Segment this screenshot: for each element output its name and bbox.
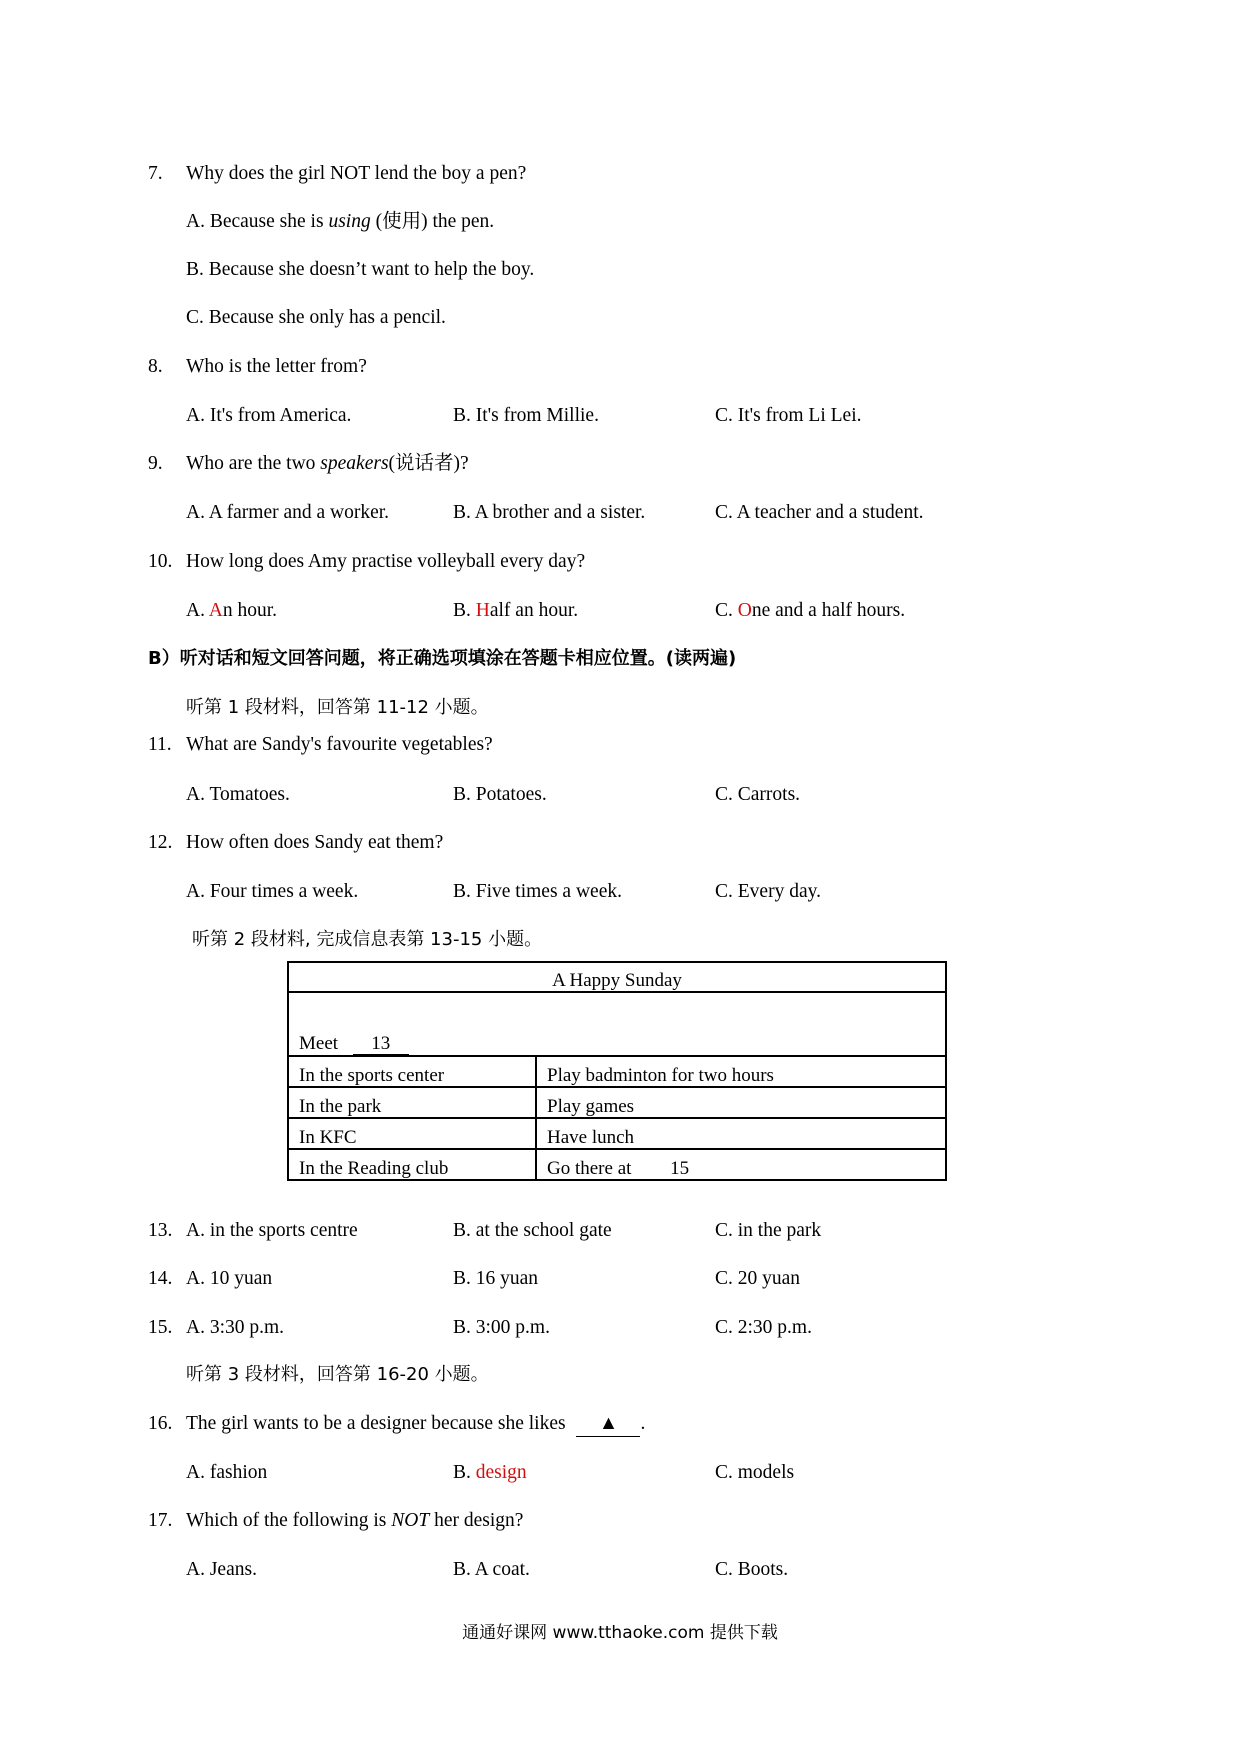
question-number: 9. <box>148 453 163 474</box>
info-table <box>287 961 947 1181</box>
red-answer: design <box>475 1462 527 1483</box>
question-number: 17. <box>148 1510 173 1531</box>
option-a: A. in the sports centre <box>186 1220 358 1241</box>
option-c: C. Every day. <box>715 881 821 902</box>
option-c: C. 2:30 p.m. <box>715 1317 812 1338</box>
option-a: A. 10 yuan <box>186 1268 273 1289</box>
section-heading: B）听对话和短文回答问题，将正确选项填涂在答题卡相应位置。(读两遍) <box>148 648 737 669</box>
question-14-number: 14. <box>148 1268 173 1289</box>
emphasis-word: speakers <box>320 453 389 474</box>
emphasis-word: NOT <box>391 1510 430 1531</box>
part-instruction: 听第 2 段材料, 完成信息表第 13-15 小题。 <box>192 929 543 950</box>
option-c: C. 20 yuan <box>715 1268 801 1289</box>
question-stem: What are Sandy's favourite vegetables? <box>186 734 493 755</box>
red-letter: H <box>475 600 490 621</box>
option-c: C. A teacher and a student. <box>715 502 924 523</box>
part-instruction: 听第 1 段材料，回答第 11-12 小题。 <box>186 697 489 718</box>
emphasis-word: using <box>328 211 371 232</box>
question-number: 16. <box>148 1413 173 1434</box>
option-a: A. An hour. <box>186 600 278 621</box>
option-c: C. in the park <box>715 1220 822 1241</box>
blank-15: 15 <box>670 1158 690 1179</box>
answer-blank: ▲ <box>576 1412 640 1437</box>
page-footer: 通通好课网 www.tthaoke.com 提供下载 <box>462 1623 778 1643</box>
blank-13: 13 <box>353 1034 409 1055</box>
option-a: A. Because she is using (使用) the pen. <box>186 211 495 232</box>
question-number: 12. <box>148 832 173 853</box>
question-9 <box>148 452 1048 476</box>
option-a: A. It's from America. <box>186 405 352 426</box>
option-c: C. Boots. <box>715 1559 789 1580</box>
option-b: B. Because she doesn’t want to help the boy. <box>186 259 535 280</box>
question-stem: Which of the following is NOT her design? <box>186 1510 524 1531</box>
option-a: A. Tomatoes. <box>186 784 290 805</box>
question-17 <box>148 1509 1048 1533</box>
option-b: B. at the school gate <box>453 1220 612 1241</box>
option-b: B. Five times a week. <box>453 881 622 902</box>
question-8 <box>148 355 1048 379</box>
option-b: B. Potatoes. <box>453 784 547 805</box>
question-stem: Why does the girl NOT lend the boy a pen? <box>186 163 527 184</box>
table-row: In the Reading club Go there at 15 <box>288 1149 946 1180</box>
question-12 <box>148 831 1048 855</box>
question-15-number: 15. <box>148 1317 173 1338</box>
question-13-number: 13. <box>148 1220 173 1241</box>
option-b: B. 3:00 p.m. <box>453 1317 550 1338</box>
option-b: B. A brother and a sister. <box>453 502 646 523</box>
table-row: In the park Play games <box>288 1087 946 1118</box>
table-row: In the sports center Play badminton for two hours <box>288 1056 946 1087</box>
question-number: 8. <box>148 356 163 377</box>
red-letter: O <box>737 600 752 621</box>
red-letter: A <box>208 600 223 621</box>
option-c: C. It's from Li Lei. <box>715 405 862 426</box>
option-b: B. A coat. <box>453 1559 530 1580</box>
option-c: C. models <box>715 1462 795 1483</box>
option-a: A. A farmer and a worker. <box>186 502 390 523</box>
table-title: A Happy Sunday <box>288 962 946 992</box>
question-11 <box>148 733 1048 757</box>
option-b: B. Half an hour. <box>453 600 579 621</box>
part-instruction: 听第 3 段材料，回答第 16-20 小题。 <box>186 1364 489 1385</box>
table-meet-cell: Meet 13 <box>288 992 946 1056</box>
question-stem: How long does Amy practise volleyball every day? <box>186 551 586 572</box>
option-b: B. 16 yuan <box>453 1268 539 1289</box>
question-10 <box>148 550 1048 574</box>
question-number: 11. <box>148 734 172 755</box>
question-stem: Who are the two speakers(说话者)? <box>186 453 469 474</box>
question-16 <box>148 1412 1048 1436</box>
question-stem: How often does Sandy eat them? <box>186 832 444 853</box>
option-b: B. It's from Millie. <box>453 405 599 426</box>
option-c: C. Carrots. <box>715 784 801 805</box>
question-number: 10. <box>148 551 173 572</box>
option-a: A. fashion <box>186 1462 268 1483</box>
question-stem: Who is the letter from? <box>186 356 367 377</box>
option-a: A. 3:30 p.m. <box>186 1317 285 1338</box>
option-a: A. Jeans. <box>186 1559 257 1580</box>
option-c: C. Because she only has a pencil. <box>186 307 446 328</box>
question-stem: The girl wants to be a designer because she likes ▲ . <box>186 1412 645 1437</box>
option-b: B. design <box>453 1462 527 1483</box>
question-number: 7. <box>148 163 163 184</box>
option-a: A. Four times a week. <box>186 881 359 902</box>
option-c: C. One and a half hours. <box>715 600 906 621</box>
question-7 <box>148 162 527 186</box>
table-row: In KFC Have lunch <box>288 1118 946 1149</box>
